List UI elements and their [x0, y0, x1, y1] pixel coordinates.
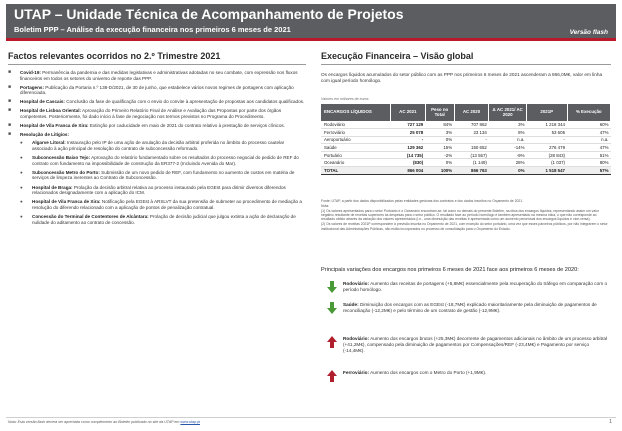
variation-text: [343, 336, 611, 354]
table-cell: -2%: [425, 151, 454, 159]
table-cell: Saúde: [321, 144, 390, 152]
variation-heading: Saúde:: [343, 302, 359, 307]
arrow-down-icon: [321, 281, 343, 293]
variation-text: [343, 302, 611, 314]
table-cell: (830): [390, 159, 425, 167]
table-cell: 53 605: [527, 129, 568, 137]
table-cell: -14%: [489, 144, 527, 152]
litigation-list: [20, 140, 306, 225]
table-header-cell: Peso no Total: [425, 104, 454, 121]
variation-item: [321, 302, 611, 314]
variation-body: Aumento dos encargos brutos (+25,3M€) decorrente de pagamentos adicionais no âmbito de um processo arbitral (+41,2M€), compensado pela diminuição de pagamentos por Compensações/REF (-23,4M€) e Pagamento por serviço (-14,4M€).: [343, 336, 608, 353]
fact-body: [20, 70, 306, 81]
table-cell: 276 479: [527, 144, 568, 152]
variation-heading: Rodoviário:: [343, 281, 370, 286]
litigation-item: [20, 199, 306, 210]
litigation-text: Aprovação do relatório fundamentado sobre os resultados do processo negocial do pedido de REF do contrato com fundamento na impossibilidade de construção da ER377-2 (Incluindo Avenida do Mar).: [32, 155, 299, 166]
footer-link[interactable]: www.utap.pt: [180, 420, 200, 424]
table-total-cell: 0%: [489, 167, 527, 175]
table-cell: 727 129: [390, 121, 425, 129]
table-row: [321, 136, 611, 144]
table-cell: Oceanário: [321, 159, 390, 167]
fact-heading: Covid-19:: [20, 70, 41, 75]
fact-body: [20, 85, 306, 96]
variation-body: Aumento das receitas de portagens (+5,8M€) essencialmente pela recuperação do tráfego em comparação com o período homólogo.: [343, 281, 608, 292]
fact-heading: Resolução de Litígios:: [20, 131, 70, 137]
fact-body: [20, 123, 306, 129]
table-cell: 0%: [425, 136, 454, 144]
litigation-text: Prolação de decisão judicial que julgou extinta a ação de declaração de nulidade do aditamento ao contrato de concessão.: [32, 214, 296, 225]
table-header-cell: Δ AC 2021/ AC 2020: [489, 104, 527, 121]
fact-heading: Hospital de Cascais:: [20, 99, 65, 105]
bullet-icon: ■: [8, 107, 12, 114]
fact-body: [20, 132, 306, 229]
table-cell: (1 037): [527, 159, 568, 167]
table-header-cell: AC 2020: [454, 104, 489, 121]
table-cell: (14 735): [390, 151, 425, 159]
table-cell: 1 218 344: [527, 121, 568, 129]
table-cell: 3%: [489, 121, 527, 129]
table-cell: -: [390, 136, 425, 144]
table-row: [321, 151, 611, 159]
litigation-item: [20, 155, 306, 166]
footer-divider: [6, 417, 616, 418]
variation-heading: Rodoviário:: [343, 336, 370, 341]
fact-text: Extinção por caducidade em maio de 2021 do contrato relativo à prestação de serviços clínicos.: [88, 122, 285, 128]
variation-text: [343, 370, 611, 382]
facts-list: [8, 70, 306, 232]
report-subtitle: Boletim PPP – Análise da execução financeira nos primeiros 6 meses de 2021: [14, 25, 291, 34]
page-number: 1: [609, 419, 612, 425]
variation-heading: Ferroviário:: [343, 370, 370, 375]
fact-body: [20, 108, 306, 119]
table-header-cell: 2021P: [527, 104, 568, 121]
table-total-cell: 57%: [567, 167, 610, 175]
circle-bullet-icon: ●: [20, 214, 23, 220]
right-section-title: Execução Financeira – Visão global: [321, 51, 474, 61]
fact-heading: Hospital de Vila Franca de Xira:: [20, 122, 89, 128]
table-header-cell: % Execução: [567, 104, 610, 121]
table-cell: 15%: [425, 144, 454, 152]
table-header-cell: AC 2021: [390, 104, 425, 121]
footer-note-text: Nota: Esta versão flash deverá ser apreciada como complemento ao Boletim publicado no site da UTAP em: [8, 420, 181, 424]
litigation-body: [32, 185, 306, 196]
table-total-cell: 866 763: [454, 167, 489, 175]
litigation-heading: Concessão do Terminal de Contentores de Alcântara:: [32, 214, 149, 220]
table-cell: (13 557): [454, 151, 489, 159]
table-cell: -9%: [489, 151, 527, 159]
table-cell: Rodoviário: [321, 121, 390, 129]
table-notes: [321, 199, 611, 231]
table-cell: 707 862: [454, 121, 489, 129]
circle-bullet-icon: ●: [20, 199, 23, 205]
table-row: [321, 121, 611, 129]
table-body: [321, 121, 611, 174]
fact-text: Permanência da pandemia e das medidas legislativas e administrativas adotadas no seu combate, com expressão nos fluxos financeiros em todos os setores do universo de reporte das PPP.: [20, 70, 298, 81]
table-cell: 25 078: [390, 129, 425, 137]
table-row: [321, 144, 611, 152]
litigation-item: [20, 214, 306, 225]
litigation-body: [32, 140, 306, 151]
table-cell: n.a.: [489, 136, 527, 144]
note-line: Nota:: [321, 203, 330, 208]
fact-text: Publicação da Portaria n.º 138-D/2021, de 30 de junho, que estabelece vários novos regimes de portagens com aplicação diferenciada.: [20, 84, 294, 96]
note-line: Fonte: UTAP, a partir dos dados disponibilizados pelas entidades gestoras dos contratos e dos dados inscritos no Orçamento de 2021.: [321, 199, 524, 203]
fact-item: [8, 123, 306, 129]
table-cell: 28%: [489, 159, 527, 167]
table-total-row: [321, 167, 611, 175]
report-header: [6, 4, 616, 41]
arrow-up-icon: [321, 336, 343, 354]
fact-body: [20, 99, 306, 105]
table-cell: 60%: [567, 121, 610, 129]
fact-text: Conclusão da fase de qualificação com o envio do convite à apresentação de propostas aos candidatos qualificados.: [64, 99, 305, 105]
table-header-cell: ENCARGOS LÍQUIDOS: [321, 104, 390, 121]
litigation-text: Submissão de um novo pedido de REF, com fundamento no aumento de custos em matéria de serviços de limpeza inerentes ao Contrato de Subconcessão.: [32, 169, 295, 181]
left-section-title: Factos relevantes ocorridos no 2.º Trimestre 2021: [8, 51, 221, 61]
fact-item: [8, 99, 306, 105]
bullet-icon: ■: [8, 83, 12, 90]
financial-table: [321, 104, 611, 175]
litigation-heading: Subconcessão Metro do Porto:: [32, 169, 100, 175]
table-row: [321, 129, 611, 137]
intro-paragraph: Os encargos líquidos acumulados do setor público com as PPP nos primeiros 6 meses de 2021 ascenderam a 866,0M€, valor em linha com igual período homólogo.: [321, 72, 603, 83]
fact-heading: Portagens:: [20, 84, 44, 90]
table-header-row: [321, 104, 611, 121]
table-cell: 47%: [567, 129, 610, 137]
table-cell: 80%: [567, 159, 610, 167]
litigation-heading: Hospital de Vila Franca de Xira:: [32, 199, 101, 205]
litigation-text: Notificação pela EGEst à ARSLVT da sua pretensão de submeter ao procedimento de mediação a resolução do diferendo relacionado com a aplicação de pontos de penalização contratual.: [32, 199, 302, 211]
table-total-cell: 1 518 547: [527, 167, 568, 175]
arrow-down-icon: [321, 302, 343, 314]
note-line: (2) Os valores de receitas 2021P correspondem à previsão inscrita no Orçamento de 2021, com exceção do setor portuário, uma vez que esses parceiros públicos, por não integrarem o setor institucional das Administrações Públicas, não estão incorporados no processo de consolidação para o Orçamento do Estado.: [321, 222, 608, 231]
litigation-body: [32, 170, 306, 181]
circle-bullet-icon: ●: [20, 155, 23, 161]
table-total-cell: 866 004: [390, 167, 425, 175]
variation-body: Diminuição dos encargos com as EGEst (-18,7M€) explicado maioritariamente pela diminuição de pagamentos de reconciliação (-12,2M€) e pelo término de um contrato de gestão (-12,9M€).: [343, 302, 597, 313]
litigation-body: [32, 199, 306, 210]
table-cell: 23 134: [454, 129, 489, 137]
fact-item: [8, 108, 306, 119]
litigation-heading: Hospital de Braga:: [32, 184, 73, 190]
litigation-heading: Algarve Litoral:: [32, 140, 66, 146]
note-line: (1) Os valores apresentados para o setor Portuário e o Oceanário encontram-se, tal como no demais do presente Boletim, na ótica dos encargos líquidos, representando assim um valor negativo resultante de receitas superiores às despesas para o setor público. O resultado face ao período homólogo é também apresentado na mesma ótica, o que não corresponde ao resultado obtido através da variação dos valores apresentados (i.e., uma diminuição das receitas é apresentada como um aumento percentual dos encargos líquidos e vice-versa).: [321, 208, 599, 222]
litigation-item: [20, 185, 306, 196]
table-cell: (28 843): [527, 151, 568, 159]
table-cell: 47%: [567, 144, 610, 152]
table-total-cell: 100%: [425, 167, 454, 175]
litigation-item: [20, 140, 306, 151]
table-cell: 129 362: [390, 144, 425, 152]
variation-item: [321, 336, 611, 354]
table-cell: 84%: [425, 121, 454, 129]
table-cell: Portuário: [321, 151, 390, 159]
table-cell: 150 652: [454, 144, 489, 152]
fact-item: [8, 70, 306, 81]
bullet-icon: ■: [8, 98, 12, 105]
table-cell: n.a.: [567, 136, 610, 144]
litigation-text: Instauração pelo IP de uma ação de anulação da decisão arbitral proferida no âmbito do processo cautelar associado à ação principal de resolução do contrato de subconcessão reformado.: [32, 140, 285, 151]
table-cell: (1 149): [454, 159, 489, 167]
fact-item: [8, 85, 306, 96]
table-cell: 51%: [567, 151, 610, 159]
report-title: UTAP – Unidade Técnica de Acompanhamento de Projetos: [14, 6, 404, 22]
fact-item: [8, 132, 306, 229]
table-cell: 3%: [425, 129, 454, 137]
left-section-divider: [8, 64, 306, 65]
circle-bullet-icon: ●: [20, 169, 23, 175]
arrow-up-icon: [321, 370, 343, 382]
litigation-heading: Subconcessão Baixo Tejo:: [32, 155, 91, 161]
circle-bullet-icon: ●: [20, 140, 23, 146]
variation-item: [321, 370, 611, 382]
footer-note: [8, 420, 200, 424]
circle-bullet-icon: ●: [20, 184, 23, 190]
variation-item: [321, 281, 611, 293]
bullet-icon: ■: [8, 130, 12, 137]
litigation-text: Prolação da decisão arbitral relativa ao processo instaurado pela EGEst para dirimir diversos diferendos relacionados designadamente com a aplicação do ICM.: [32, 184, 286, 196]
fact-heading: Hospital de Lisboa Oriental:: [20, 108, 82, 114]
bullet-icon: ■: [8, 69, 12, 75]
right-section-divider: [321, 64, 611, 65]
variations-title: Principais variações dos encargos nos primeiros 6 meses de 2021 face aos primeiros 6 meses de 2020:: [321, 267, 579, 273]
table-cell: -: [527, 136, 568, 144]
bullet-icon: ■: [8, 121, 12, 128]
table-cell: -: [454, 136, 489, 144]
variation-text: [343, 281, 611, 293]
table-cell: 8%: [489, 129, 527, 137]
table-cell: Aeroportuário: [321, 136, 390, 144]
table-cell: 0%: [425, 159, 454, 167]
litigation-body: [32, 214, 306, 225]
version-label: Versão flash: [569, 29, 608, 36]
table-caption: Valores em milhares de euros: [321, 97, 369, 101]
table-total-cell: TOTAL: [321, 167, 390, 175]
litigation-item: [20, 170, 306, 181]
fact-text: Aprovação do Primeiro Relatório Final de Análise e Avaliação das Propostas por parte dos órgãos competentes. Posteriormente, foi dado início à fase de negociação nos termos previstos no Programa do Procedimento.: [20, 108, 282, 119]
table-cell: Ferroviário: [321, 129, 390, 137]
table-row: [321, 159, 611, 167]
litigation-body: [32, 155, 306, 166]
variation-body: Aumento dos encargos com o Metro do Porto (+1,9M€).: [369, 370, 487, 375]
